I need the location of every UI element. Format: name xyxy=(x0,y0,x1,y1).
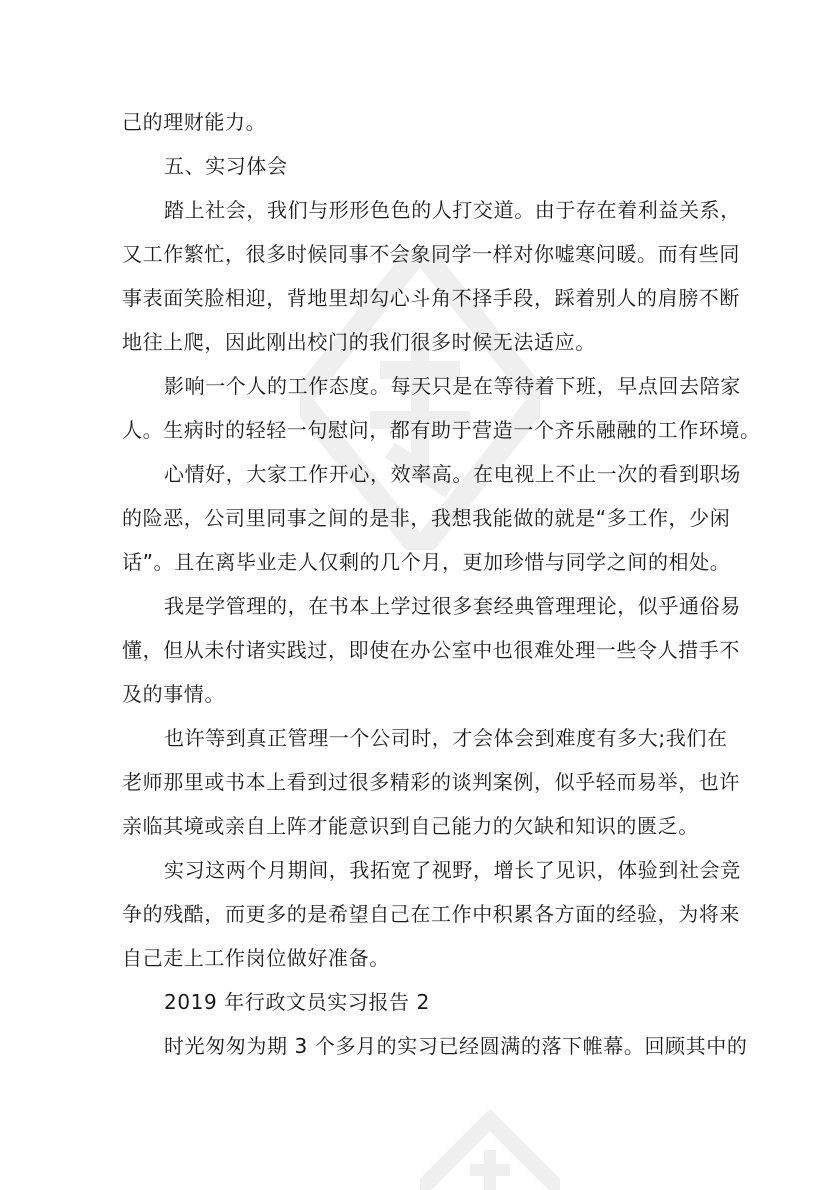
text-line: 事表面笑脸相迎，背地里却勾心斗角不择手段，踩着别人的肩膀不断 xyxy=(122,286,740,310)
text-line: 影响一个人的工作态度。每天只是在等待着下班，早点回去陪家 xyxy=(164,374,741,398)
text-line: 也许等到真正管理一个公司时，才会体会到难度有多大;我们在 xyxy=(164,726,728,750)
watermark-logo-icon-bottom xyxy=(420,1110,560,1190)
text-line: 又工作繁忙，很多时候同事不会象同学一样对你嘘寒问暖。而有些同 xyxy=(122,242,740,266)
document-body xyxy=(122,100,761,1068)
text-line: 争的残酷，而更多的是希望自己在工作中积累各方面的经验，为将来 xyxy=(122,902,740,926)
text-line: 老师那里或书本上看到过很多精彩的谈判案例，似乎轻而易举，也许 xyxy=(122,770,740,794)
text-line: 亲临其境或亲自上阵才能意识到自己能力的欠缺和知识的匮乏。 xyxy=(122,814,699,838)
section-heading: 五、实习体会 xyxy=(164,154,288,178)
text-line: 话”。且在离毕业走人仅剩的几个月，更加珍惜与同学之间的相处。 xyxy=(122,550,731,574)
text-line: 我是学管理的，在书本上学过很多套经典管理理论，似乎通俗易 xyxy=(164,594,741,618)
text-line: 踏上社会，我们与形形色色的人打交道。由于存在着利益关系， xyxy=(164,198,741,222)
text-line: 人。生病时的轻轻一句慰问，都有助于营造一个齐乐融融的工作环境。 xyxy=(122,418,761,442)
text-line: 及的事情。 xyxy=(122,682,225,706)
text-line: 己的理财能力。 xyxy=(122,110,267,134)
report-title: 2019 年行政文员实习报告 2 xyxy=(164,990,430,1014)
text-line: 心情好，大家工作开心，效率高。在电视上不止一次的看到职场 xyxy=(164,462,741,486)
text-line: 实习这两个月期间，我拓宽了视野，增长了见识，体验到社会竞 xyxy=(164,858,741,882)
text-line: 自己走上工作岗位做好准备。 xyxy=(122,946,390,970)
text-line: 地往上爬，因此刚出校门的我们很多时候无法适应。 xyxy=(122,330,596,354)
text-line: 懂，但从未付诸实践过，即使在办公室中也很难处理一些令人措手不 xyxy=(122,638,740,662)
text-line: 的险恶，公司里同事之间的是非，我想我能做的就是“多工作，少闲 xyxy=(122,506,731,530)
text-line: 时光匆匆为期 3 个多月的实习已经圆满的落下帷幕。回顾其中的 xyxy=(164,1034,748,1058)
